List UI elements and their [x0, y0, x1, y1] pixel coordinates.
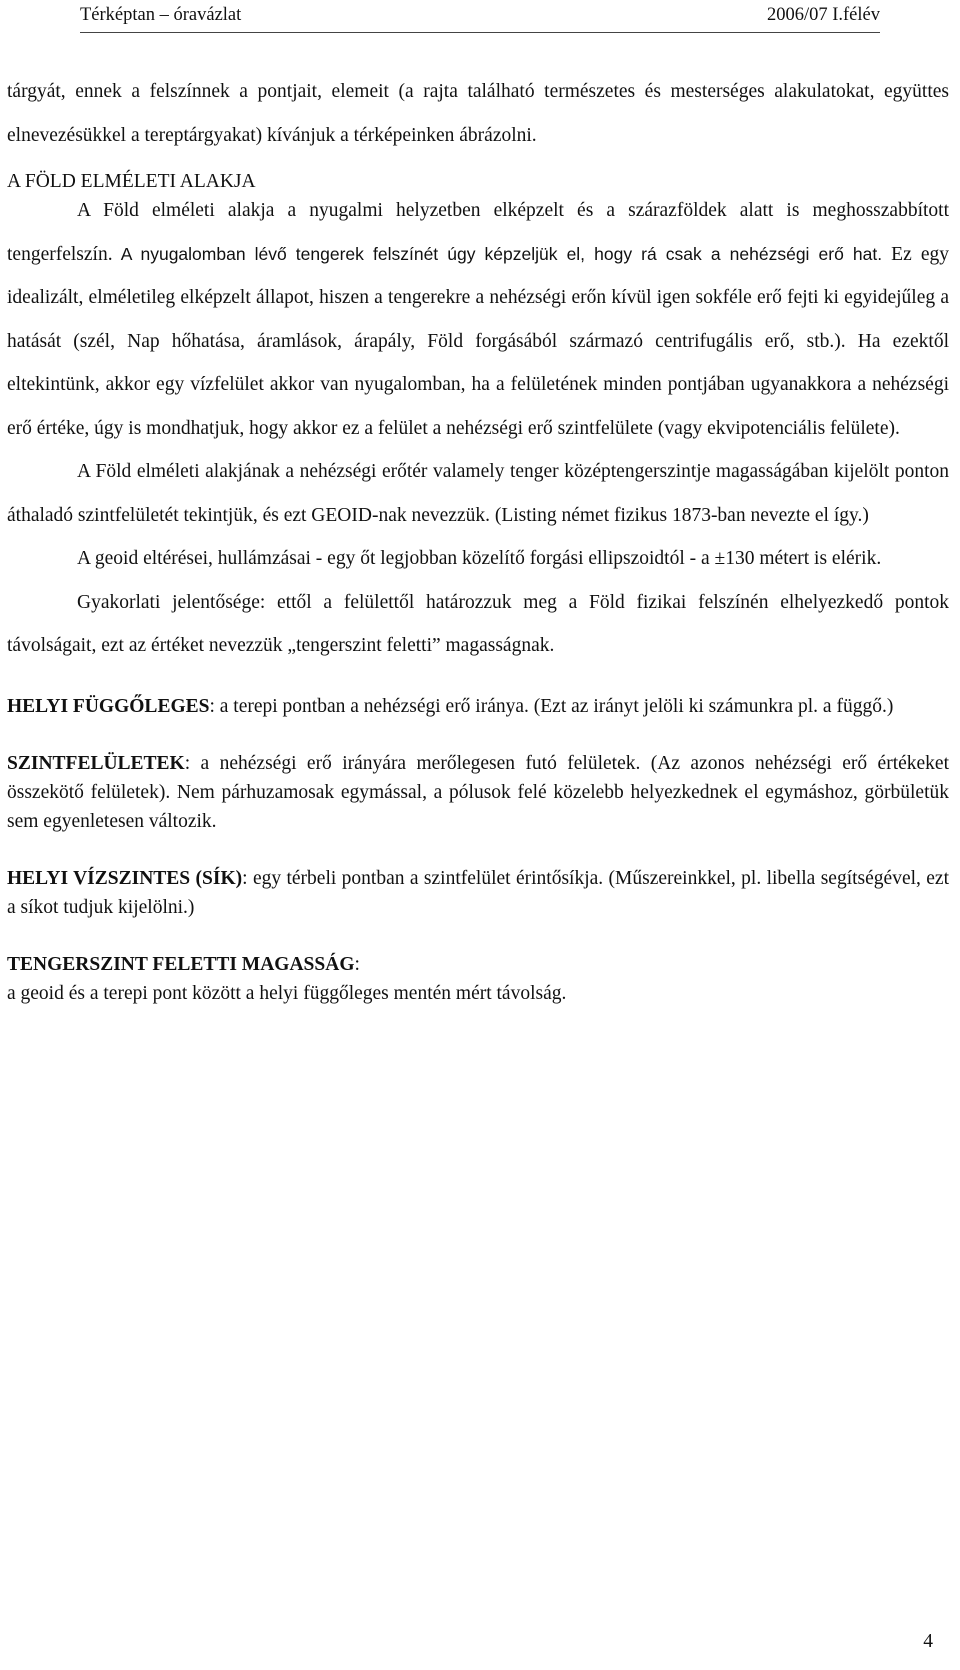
geoid-paragraph-1	[7, 189, 949, 450]
definition-text: : a terepi pontban a nehézségi erő iránya. (Ezt az irányt jelöli ki számunkra pl. a függő.)	[209, 695, 894, 717]
definition-text: :	[354, 953, 360, 975]
geoid-paragraph-4: Gyakorlati jelentősége: ettől a felülettől határozzuk meg a Föld fizikai felszínén elhelyezkedő pontok távolságait, ezt az értéket nevezzük „tengerszint feletti” magasságnak.	[7, 591, 949, 656]
definition-text: : a nehézségi erő irányára merőlegesen futó felületek. (Az azonos nehézségi erő értékeket összekötő felületek). Nem párhuzamosak egymással, a pólusok felé közelebb helyezkednek el egymáshoz, görbületük sem egyenletesen változik.	[7, 752, 949, 832]
section-title: A FÖLD ELMÉLETI ALAKJA	[7, 171, 256, 192]
p1-sentence-1: A Föld elméleti alakja a nyugalmi helyzetben elképzelt és a szárazföldek alatt is meghosszabbított tengerfelszín.	[7, 200, 949, 265]
definition-helyi-fuggoleges	[7, 692, 949, 721]
definition-term: HELYI FÜGGŐLEGES	[7, 695, 210, 717]
document-body	[7, 70, 949, 1008]
geoid-paragraph-3: A geoid eltérései, hullámzásai - egy őt legjobban közelítő forgási ellipszoidtól - a ±130 métert is elérik.	[77, 548, 882, 569]
page-header	[80, 2, 880, 33]
p1-sentence-4: Ha ezektől eltekintünk, akkor egy vízfelület akkor van nyugalomban, ha a felületének minden pontjában ugyanakkora a nehézségi erő értéke, úgy is mondhatjuk, hogy akkor ez a felület a nehézségi erő szintfelülete (vagy ekvipotenciális felülete).	[7, 330, 949, 439]
page-number: 4	[923, 1631, 933, 1652]
definition-szintfeluletek	[7, 749, 949, 836]
definition-term: TENGERSZINT FELETTI MAGASSÁG	[7, 953, 355, 975]
header-semester: 2006/07 I.félév	[766, 5, 880, 25]
intro-paragraph: tárgyát, ennek a felszínnek a pontjait, elemeit (a rajta található természetes és mesterséges alakulatokat, együttes elnevezésükkel a tereptárgyakat) kívánjuk a térképeinken ábrázolni.	[7, 81, 949, 146]
p1-sentence-2: A nyugalomban lévő tengerek felszínét úgy képzeljük el, hogy rá csak a nehézségi erő hat.	[112, 243, 883, 264]
definition-continuation: a geoid és a terepi pont között a helyi függőleges mentén mért távolság.	[7, 982, 567, 1004]
p1-sentence-3: Ez egy idealizált, elméletileg elképzelt állapot, hiszen a tengerekre a nehézségi erőn kívül igen sokféle erő fejti ki egyidejűleg a hatását (szél, Nap hőhatása, áramlások, árapály, Föld forgásából származó centrifugális erő, stb.).	[7, 243, 949, 352]
definition-term: SZINTFELÜLETEK	[7, 752, 185, 774]
definition-tengerszint-feletti-magassag	[7, 950, 949, 1008]
definition-helyi-vizszintes	[7, 864, 949, 922]
header-title: Térképtan – óravázlat	[80, 5, 242, 25]
definition-text: : egy térbeli pontban a szintfelület érintősíkja. (Műszereinkkel, pl. libella segítségével, ezt a síkot tudjuk kijelölni.)	[7, 867, 950, 918]
definition-term: HELYI VÍZSZINTES (SÍK)	[7, 867, 243, 889]
geoid-paragraph-2: A Föld elméleti alakjának a nehézségi erőtér valamely tenger középtengerszintje magasságában kijelölt ponton áthaladó szintfelületét tekintjük, és ezt GEOID-nak nevezzük. (Listing német fizikus 1873-ban nevezte el így.)	[7, 461, 949, 526]
